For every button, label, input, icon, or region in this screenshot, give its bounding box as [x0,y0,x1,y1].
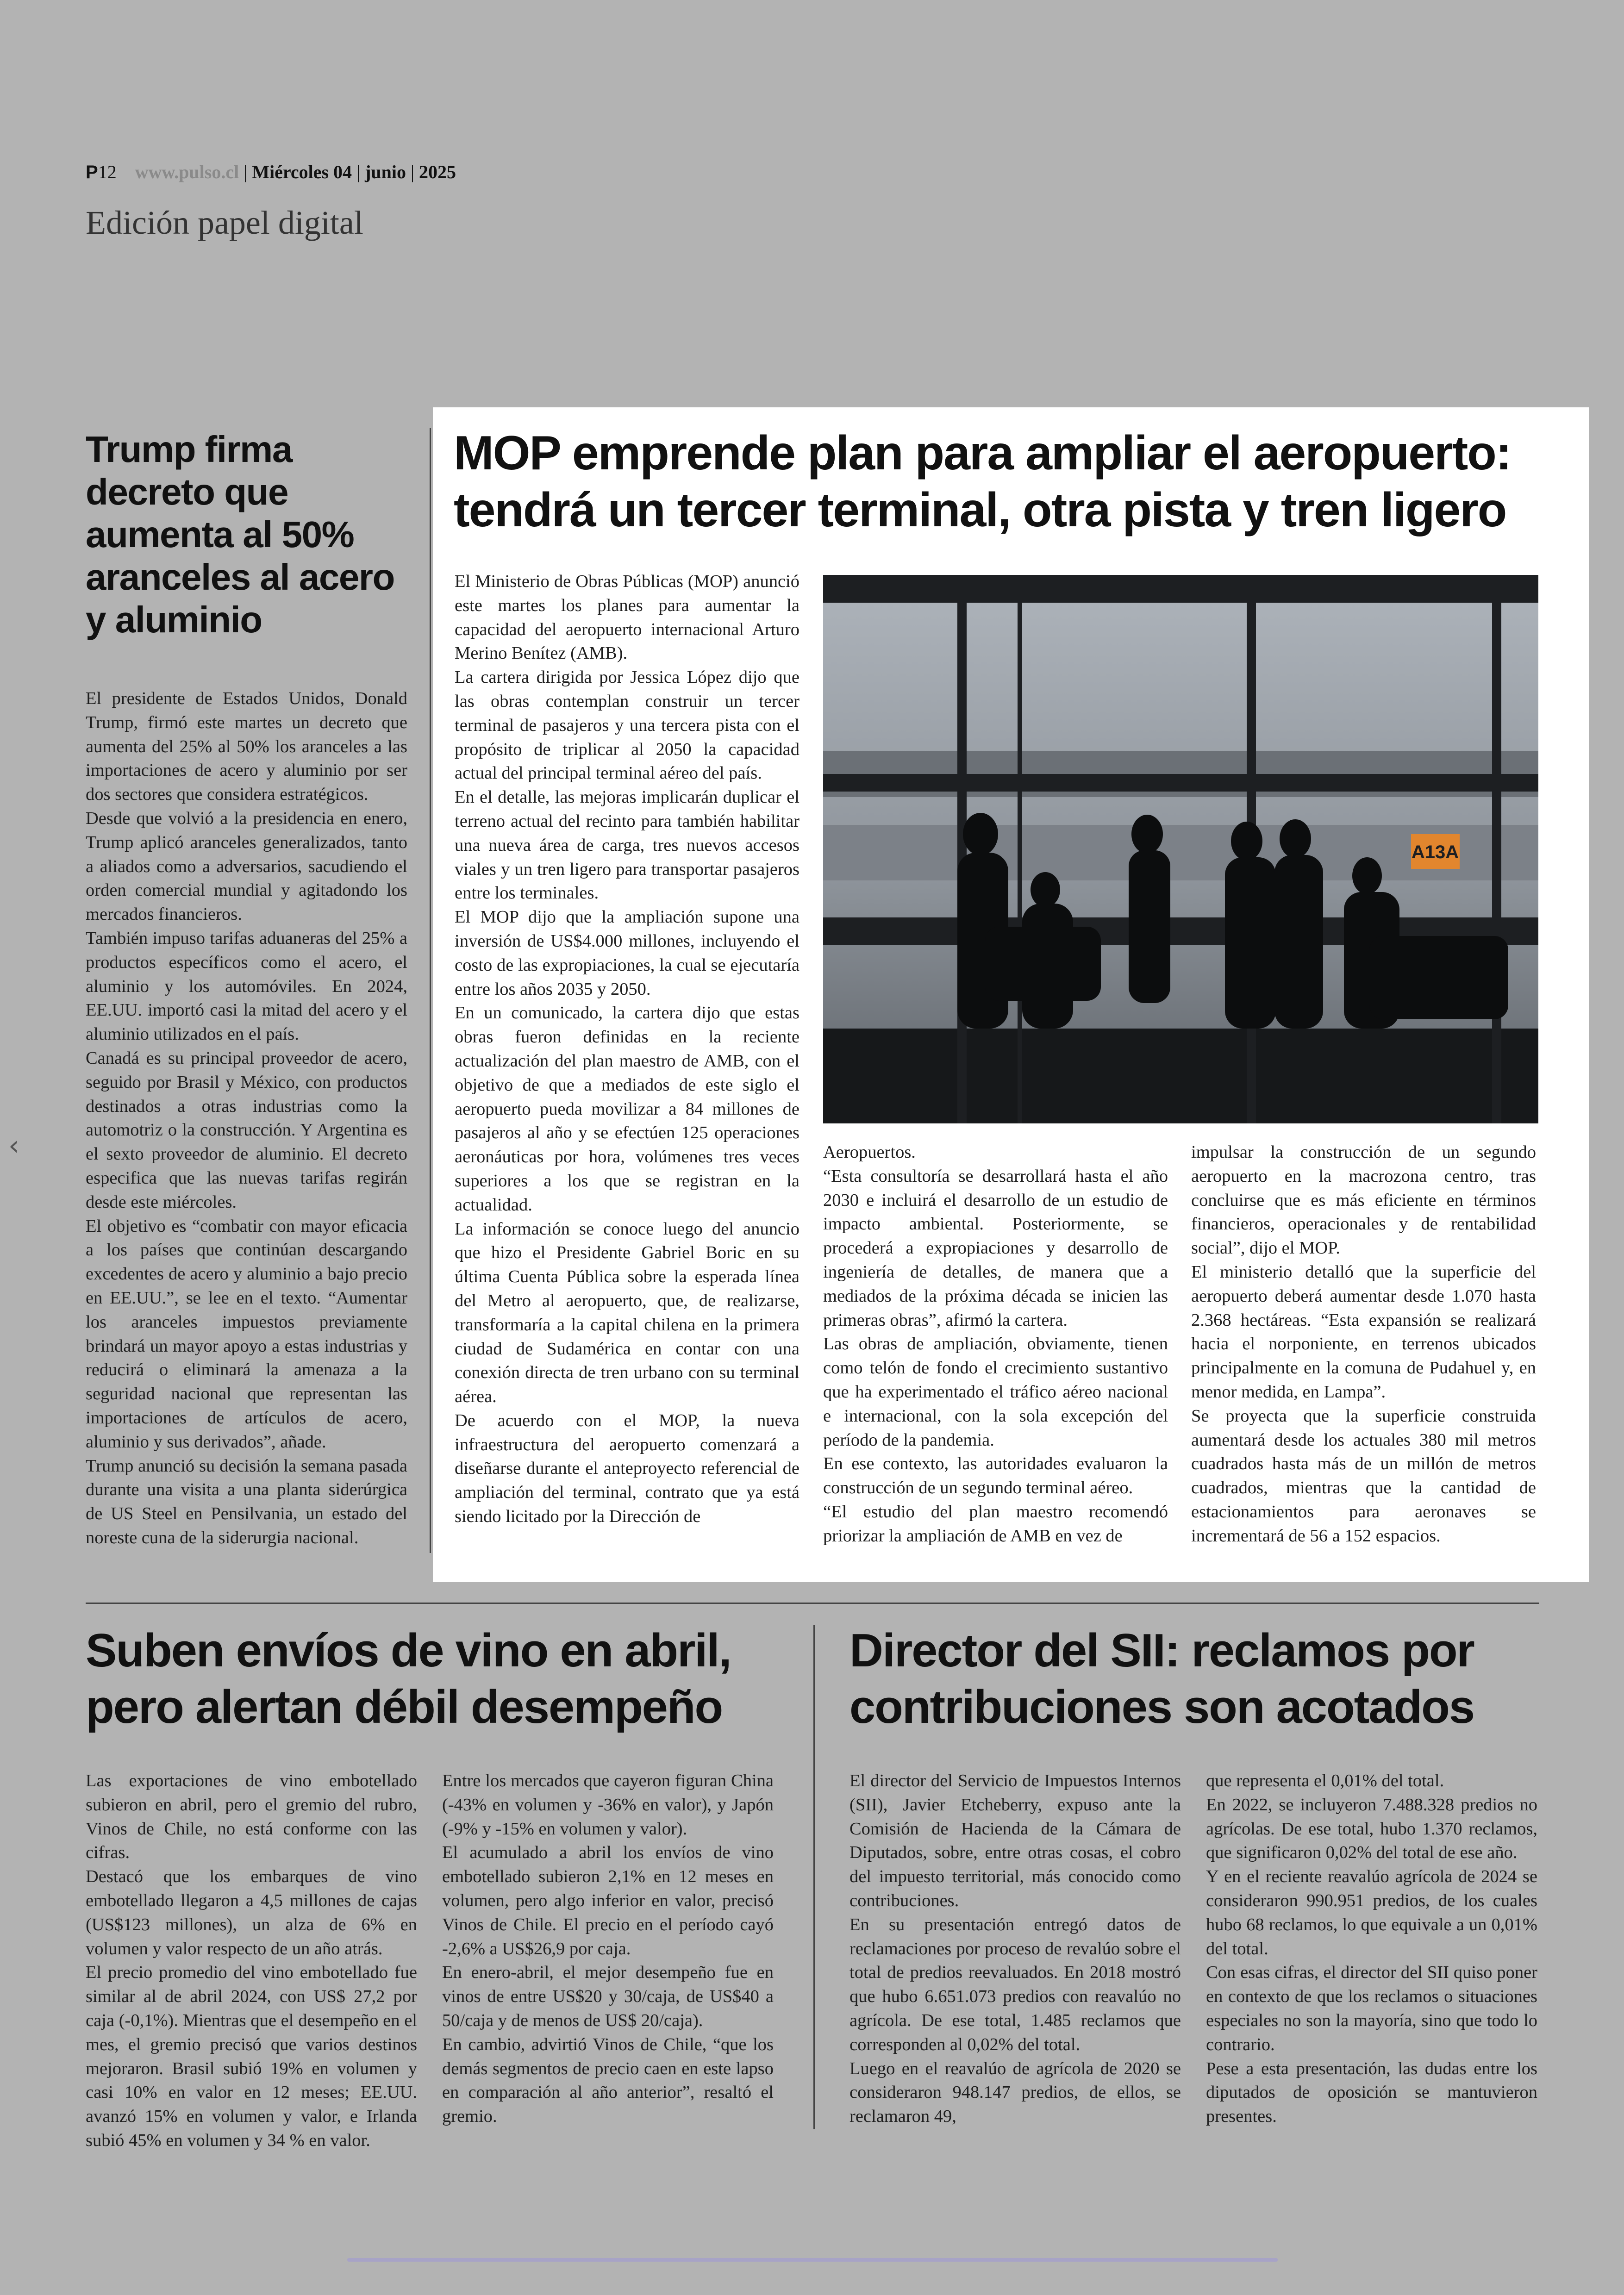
paragraph: Destacó que los embarques de vino embotellado llegaron a 4,5 millones de cajas (US$123 millones), un alza de 6% en volumen y valor respecto de un año atrás. [86,1867,417,1958]
airport-silhouette-image [823,575,1538,1123]
paragraph: El precio promedio del vino embotellado fue similar al de abril 2024, con US$ 27,2 por caja (-0,1%). Mientras que el desempeño en el mes, el gremio precisó que varios destinos mejoraron. Brasil subió 19% en volumen y casi 10% en valor en 12 meses; EE.UU. avanzó 15% en volumen y valor, e Irlanda subió 45% en volumen y 34 % en valor. [86,1963,417,2150]
paragraph: El director del Servicio de Impuestos Internos (SII), Javier Etcheberry, expuso ante la Comisión de Hacienda de la Cámara de Diputados, sobre, entre otras cosas, el cobro del impuesto territorial, más conocido como contribuciones. [849,1771,1181,1910]
paragraph: En cambio, advirtió Vinos de Chile, “que los demás segmentos de precio caen en este lapso en comparación al año anterior”, resaltó el gremio. [442,2034,774,2127]
vino-column-1 [86,1769,417,2153]
paragraph: Luego en el reavalúo de agrícola de 2020 se consideraron 948.147 predios, de ellos, se reclamaron 49, [849,2058,1181,2127]
paragraph: Las obras de ampliación, obviamente, tienen como telón de fondo el crecimiento sustantivo que ha experimentado el tráfico aéreo nacional e internacional, con la sola excepción del período de la pandemia. [823,1334,1168,1450]
mop-column-1 [455,570,800,1529]
vino-headline: Suben envíos de vino en abril, pero alertan débil desempeño [86,1625,731,1733]
paragraph: En el detalle, las mejoras implicarán duplicar el terreno actual del recinto para también habilitar una nueva área de carga, tres nuevos accesos viales y un tren ligero para transportar pasajeros entre los terminales. [455,787,800,903]
page-progress-fill [347,2258,1278,2262]
trump-article-body [86,687,407,1550]
paragraph: Trump anunció su decisión la semana pasada durante una visita a una planta siderúrgica de US Steel en Pensilvania, un estado del noreste cuna de la siderurgia nacional. [86,1456,407,1547]
column-divider [813,1625,815,2129]
paragraph: En su presentación entregó datos de reclamaciones por proceso de revalúo sobre el total de predios reevaluados. En 2018 mostró que hubo 6.651.073 predios con reavalúo no agrícola. De ese total, 1.485 reclamos que corresponden al 0,02% del total. [849,1915,1181,2054]
paragraph: El ministerio detalló que la superficie del aeropuerto deberá aumentar desde 1.070 hasta 2.368 hectáreas. “Esta expansión se realizará hacia el norponiente, en terrenos ubicados principalmente en la comuna de Pudahuel y, en menor medida, en Lampa”. [1191,1262,1536,1402]
folio-weekday: Miércoles [252,162,329,182]
chevron-left-icon[interactable]: ‹ [8,1129,19,1162]
paragraph: El acumulado a abril los envíos de vino embotellado subieron 2,1% en 12 meses en volumen, pero algo inferior en valor, precisó Vinos de Chile. El precio en el período cayó -2,6% a US$26,9 por caja. [442,1843,774,1958]
paragraph: Las exportaciones de vino embotellado subieron en abril, pero el gremio del rubro, Vinos de Chile, no está conforme con las cifras. [86,1771,417,1863]
paragraph: De acuerdo con el MOP, la nueva infraestructura del aeropuerto comenzará a diseñarse durante el anteproyecto referencial de ampliación del terminal, contrato que ya está siendo licitado por la Dirección de [455,1410,800,1527]
paragraph: “El estudio del plan maestro recomendó priorizar la ampliación de AMB en vez de [823,1502,1168,1546]
paragraph: La información se conoce luego del anuncio que hizo el Presidente Gabriel Boric en su última Cuenta Pública sobre la esperada línea del Metro al aeropuerto, que, de realizarse, transformaría a la capital chilena en la primera ciudad de Sudamérica en contar con una conexión directa de tren urbano con su terminal aérea. [455,1219,800,1407]
folio-month: junio [365,162,406,182]
vino-column-2 [442,1769,774,2129]
page-number: 12 [98,162,117,182]
paragraph: En ese contexto, las autoridades evaluaron la construcción de un segundo terminal aéreo. [823,1454,1168,1498]
paragraph: El Ministerio de Obras Públicas (MOP) anunció este martes los planes para aumentar la capacidad del aeropuerto internacional Arturo Merino Benítez (AMB). [455,572,800,663]
gate-sign: A13A [1411,842,1459,862]
airport-photo [823,575,1538,1123]
folio-separator: | [244,162,248,182]
paragraph: Pese a esta presentación, las dudas entre los diputados de oposición se mantuvieron presentes. [1206,2058,1537,2127]
paragraph: Desde que volvió a la presidencia en enero, Trump aplicó aranceles generalizados, tanto a aliados como a adversarios, sacudiendo el orden comercial mundial y agitadondo los mercados financieros. [86,808,407,924]
folio-year: 2025 [419,162,456,182]
mop-column-2 [823,1141,1168,1548]
paragraph: que representa el 0,01% del total. [1206,1771,1444,1790]
mop-column-3 [1191,1141,1536,1548]
paragraph: Con esas cifras, el director del SII quiso poner en contexto de que los reclamos o situaciones especiales no son la mayoría, sino que todo lo contrario. [1206,1963,1537,2054]
paragraph: En enero-abril, el mejor desempeño fue en vinos de entre US$20 y 30/caja, de US$40 a 50/caja y de menos de US$ 20/caja). [442,1963,774,2030]
folio-day: 04 [333,162,352,182]
paragraph: Se proyecta que la superficie construida aumentará desde los actuales 380 mil metros cuadrados hasta más de un millón de metros cuadrados, mientras que la cantidad de estacionamientos para aeronaves se incrementará de 56 a 152 espacios. [1191,1406,1536,1546]
folio-separator: | [356,162,361,182]
site-url[interactable]: www.pulso.cl [135,162,239,182]
page-folio [86,161,456,183]
paragraph: En un comunicado, la cartera dijo que estas obras fueron definidas en la reciente actualización del plan maestro de AMB, con el objetivo de que a mediados de este siglo el aeropuerto pueda movilizar a 84 millones de pasajeros al año y se efectúen 125 operaciones aeronáuticas por hora, volúmenes tres veces superiores a los que se registran en la actualidad. [455,1003,800,1215]
sii-column-1 [849,1769,1181,2129]
paragraph: Y en el reciente reavalúo agrícola de 2024 se consideraron 990.951 predios, de los cuales hubo 68 reclamos, lo que equivale a un 0,01% del total. [1206,1867,1537,1958]
paragraph: En 2022, se incluyeron 7.488.328 predios no agrícolas. De ese total, hubo 1.370 reclamos, que significaron 0,02% del total de ese año. [1206,1795,1537,1863]
paragraph: El MOP dijo que la ampliación supone una inversión de US$4.000 millones, incluyendo el costo de las expropiaciones, la cual se ejecutaría entre los años 2035 y 2050. [455,907,800,999]
paragraph: La cartera dirigida por Jessica López dijo que las obras contemplan construir un tercer terminal de pasajeros y una tercera pista con el propósito de triplicar al 2050 la capacidad actual del principal terminal aéreo del país. [455,667,800,783]
trump-headline: Trump firma decreto que aumenta al 50% aranceles al acero y aluminio [86,429,394,640]
section-divider [86,1603,1539,1604]
folio-separator: | [411,162,415,182]
page-prefix: P [86,162,98,182]
page-progress-bar[interactable] [347,2258,1278,2262]
paragraph: Canadá es su principal proveedor de acero, seguido por Brasil y México, con productos destinados a otras industrias como la automotriz o la construcción. Y Argentina es el sexto proveedor de aluminio. El decreto especifica que las nuevas tarifas regirán desde este miércoles. [86,1048,407,1212]
paragraph: También impuso tarifas aduaneras del 25% a productos específicos como el acero, el aluminio y los automóviles. En 2024, EE.UU. importó casi la mitad del acero y el aluminio utilizados en el país. [86,928,407,1044]
mop-headline: MOP emprende plan para ampliar el aeropuerto: tendrá un tercer terminal, otra pista y tren ligero [454,426,1511,537]
sii-headline: Director del SII: reclamos por contribuciones son acotados [849,1625,1474,1733]
paragraph: “Esta consultoría se desarrollará hasta el año 2030 e incluirá el desarrollo de un estudio de impacto ambiental. Posteriormente, se procederá a expropiaciones y desarrollo de ingeniería de detalles, de manera que a mediados de la próxima década se inicien las primeras obras”, afirmó la cartera. [823,1166,1168,1330]
sii-column-2 [1206,1769,1537,2129]
edition-title: Edición papel digital [86,204,363,241]
paragraph: El objetivo es “combatir con mayor eficacia a los países que continúan descargando excedentes de acero y aluminio a bajo precio en EE.UU.”, se lee en el texto. “Aumentar los aranceles impuestos previamente brindará un mayor apoyo a estas industrias y reducirá o eliminará la amenaza a la seguridad nacional que representan las importaciones de artículos de acero, aluminio y sus derivados”, añade. [86,1216,407,1452]
paragraph: El presidente de Estados Unidos, Donald Trump, firmó este martes un decreto que aumenta del 25% al 50% los aranceles a las importaciones de acero y aluminio por ser dos sectores que considera estratégicos. [86,689,407,804]
paragraph: Entre los mercados que cayeron figuran China (-43% en volumen y -36% en valor), y Japón (-9% y -15% en volumen y valor). [442,1771,774,1839]
paragraph: impulsar la construcción de un segundo aeropuerto en la macrozona centro, tras concluirse que es más eficiente en términos financieros, operacionales y de rentabilidad social”, dijo el MOP. [1191,1142,1536,1258]
paragraph: Aeropuertos. [823,1142,916,1162]
column-divider [430,428,431,1553]
